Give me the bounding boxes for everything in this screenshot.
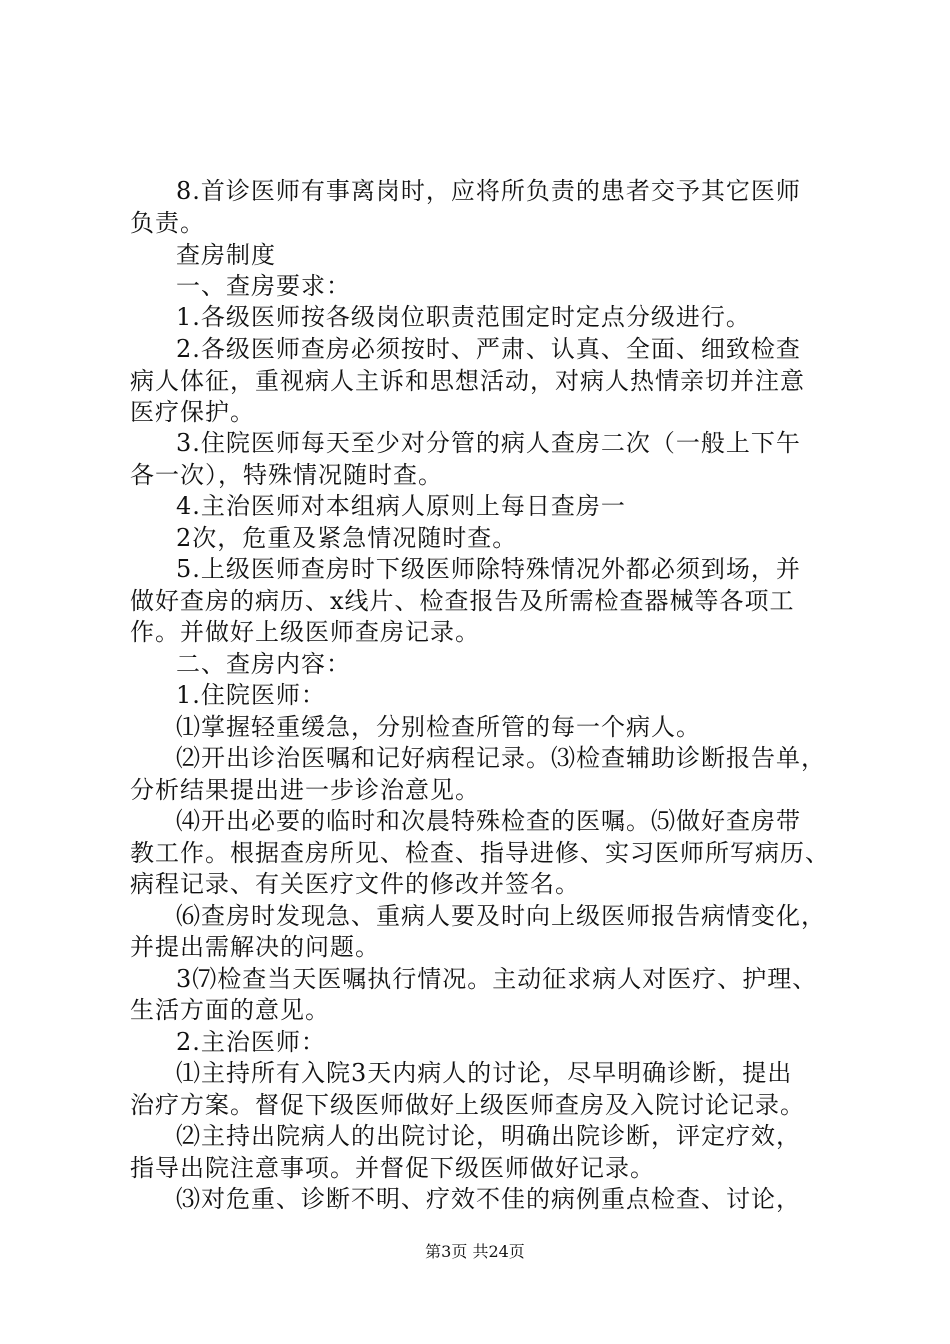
text-line: 负责。	[130, 209, 205, 237]
text-line: 8.首诊医师有事离岗时，应将所负责的患者交予其它医师	[176, 177, 801, 205]
text-line: 分析结果提出进一步诊治意见。	[130, 776, 480, 804]
text-line: 病人体征，重视病人主诉和思想活动，对病人热情亲切并注意	[130, 367, 805, 395]
text-line: 病程记录、有关医疗文件的修改并签名。	[130, 870, 580, 898]
text-line: 作。并做好上级医师查房记录。	[130, 618, 480, 646]
text-line: 各一次），特殊情况随时查。	[130, 461, 443, 489]
text-line: 教工作。根据查房所见、检查、指导进修、实习医师所写病历、	[130, 839, 830, 867]
text-line: ⑴主持所有入院3天内病人的讨论，尽早明确诊断，提出	[176, 1059, 793, 1087]
text-line: 并提出需解决的问题。	[130, 933, 380, 961]
text-line: ⑵主持出院病人的出院讨论，明确出院诊断，评定疗效，	[176, 1122, 801, 1150]
text-line: 指导出院注意事项。并督促下级医师做好记录。	[130, 1154, 655, 1182]
text-line: 2.各级医师查房必须按时、严肃、认真、全面、细致检查	[176, 335, 801, 363]
text-line: 1.各级医师按各级岗位职责范围定时定点分级进行。	[176, 303, 751, 331]
text-line: ⑶对危重、诊断不明、疗效不佳的病例重点检查、讨论，	[176, 1185, 801, 1213]
text-line: 2次，危重及紧急情况随时查。	[176, 524, 518, 552]
section-heading: 二、查房内容：	[176, 650, 351, 678]
text-line: 3⑺检查当天医嘱执行情况。主动征求病人对医疗、护理、	[176, 965, 818, 993]
text-line: ⑴掌握轻重缓急，分别检查所管的每一个病人。	[176, 713, 701, 741]
text-line: 医疗保护。	[130, 398, 255, 426]
section-title: 查房制度	[176, 241, 276, 269]
text-line: ⑹查房时发现急、重病人要及时向上级医师报告病情变化，	[176, 902, 826, 930]
text-line: 生活方面的意见。	[130, 996, 330, 1024]
text-line: 3.住院医师每天至少对分管的病人查房二次（一般上下午	[176, 429, 801, 457]
text-line: 治疗方案。督促下级医师做好上级医师查房及入院讨论记录。	[130, 1091, 805, 1119]
text-line: ⑷开出必要的临时和次晨特殊检查的医嘱。⑸做好查房带	[176, 807, 801, 835]
text-line: 做好查房的病历、x线片、检查报告及所需检查器械等各项工	[130, 587, 795, 615]
text-line: 1.住院医师：	[176, 681, 326, 709]
page-number-footer: 第3页 共24页	[425, 1242, 525, 1261]
text-line: ⑵开出诊治医嘱和记好病程记录。⑶检查辅助诊断报告单，	[176, 744, 826, 772]
text-line: 5.上级医师查房时下级医师除特殊情况外都必须到场，并	[176, 555, 801, 583]
section-heading: 一、查房要求：	[176, 272, 351, 300]
text-line: 2.主治医师：	[176, 1028, 326, 1056]
text-line: 4.主治医师对本组病人原则上每日查房一	[176, 492, 626, 520]
